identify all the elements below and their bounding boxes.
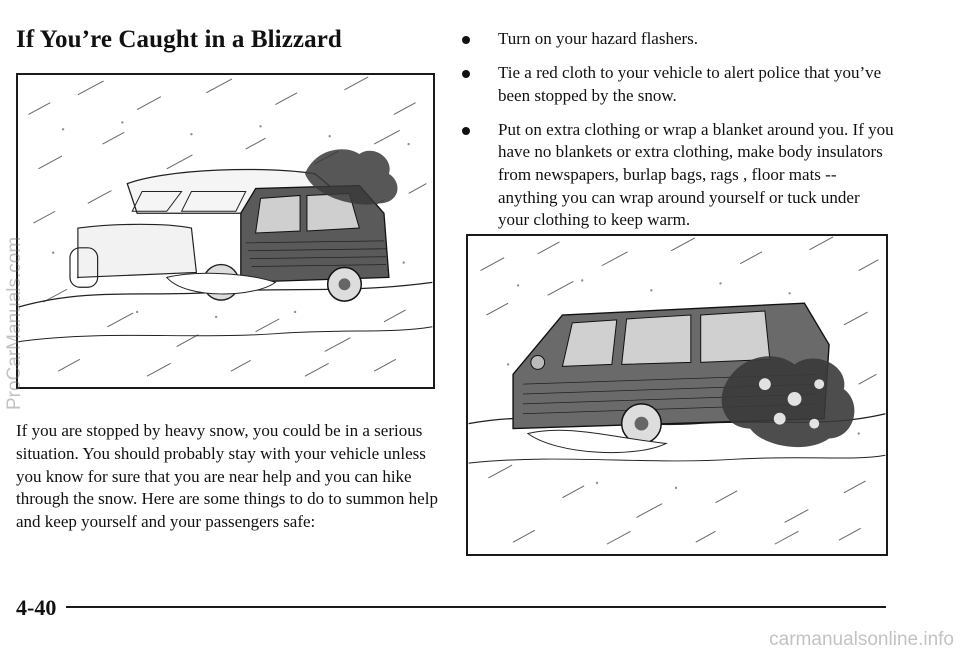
bullet-text: Turn on your hazard flashers. (498, 29, 699, 48)
page-number: 4-40 (16, 595, 57, 620)
bullet-text: Put on extra clothing or wrap a blanket around you. If you have no blankets or extra clothing, make body insulators from newspapers, burlap bags, rags , floor mats -- anything you can wrap around yourself or tuck under your clothing to keep warm. (498, 119, 894, 230)
intro-paragraph: If you are stopped by heavy snow, you could be in a serious situation. You should probably stay with your vehicle unless you know for sure that you are near help and you can hike through the snow. Here are some things to do to summon help and keep yourself and your passengers safe: (16, 421, 438, 532)
bullet-item (444, 62, 894, 107)
bullet-dot-icon (462, 127, 470, 135)
snowbound-vehicle-exhaust-icon (468, 236, 886, 554)
snowbound-vehicle-illustration-left (16, 73, 435, 389)
bullet-dot-icon (462, 36, 470, 44)
footer-divider (66, 606, 886, 608)
side-watermark: ProCarManuals.com (4, 236, 25, 410)
bullet-item (444, 119, 894, 232)
safety-bullet-list (444, 28, 894, 243)
page-title: If You’re Caught in a Blizzard (16, 26, 342, 53)
snowbound-vehicle-front-icon (18, 75, 433, 387)
bullet-dot-icon (462, 70, 470, 78)
snowbound-vehicle-illustration-right (466, 234, 888, 556)
footer-watermark: carmanualsonline.info (769, 629, 954, 650)
bullet-text: Tie a red cloth to your vehicle to alert police that you’ve been stopped by the snow. (498, 63, 882, 105)
bullet-item (444, 28, 894, 51)
